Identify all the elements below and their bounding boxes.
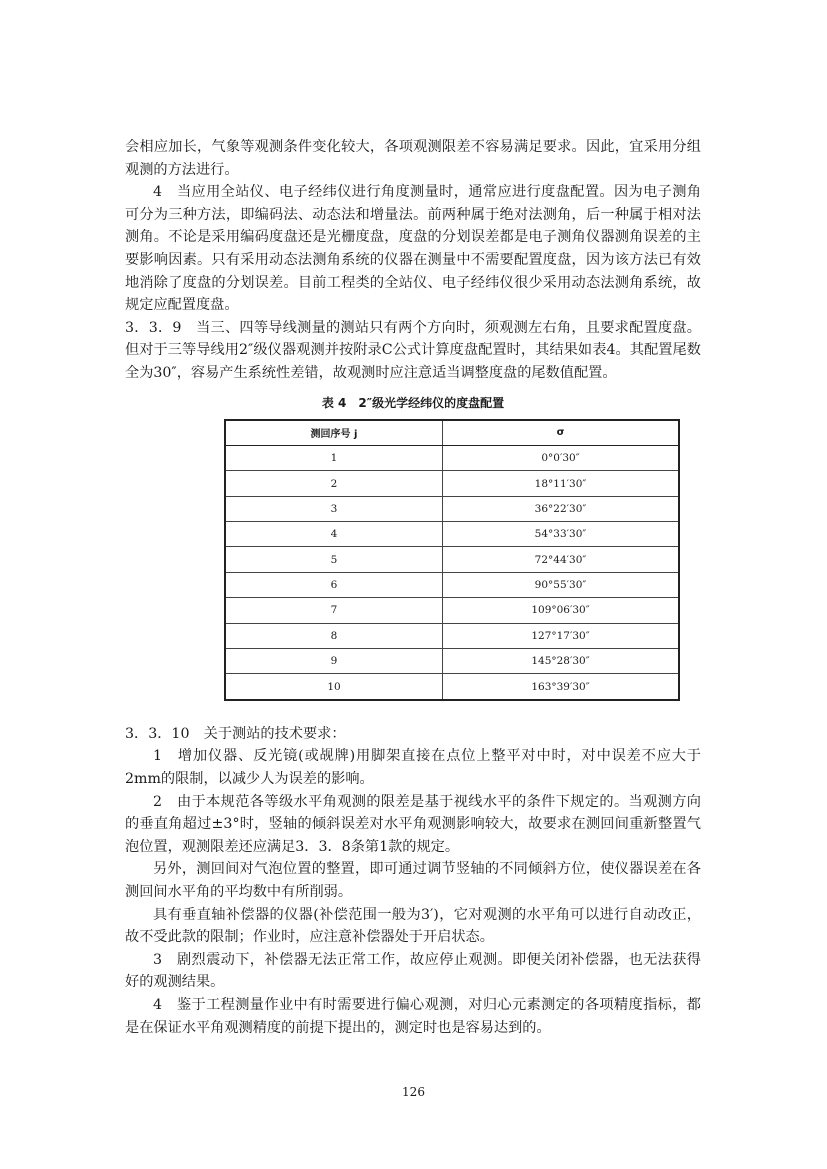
angle-cell: 109°06′30″	[443, 598, 680, 623]
angle-cell: 127°17′30″	[443, 623, 680, 648]
table-row	[225, 649, 679, 674]
round-cell: 1	[225, 445, 443, 470]
round-cell: 7	[225, 598, 443, 623]
round-cell: 6	[225, 572, 443, 597]
angle-cell: 72°44′30″	[443, 547, 680, 572]
table-row	[225, 572, 679, 597]
round-cell: 9	[225, 649, 443, 674]
paragraph-item-1: 1 增加仪器、反光镜(或觇牌)用脚架直接在点位上整平对中时，对中误差不应大于2mm的限制，以减少人为误差的影响。	[125, 748, 701, 788]
table-row	[225, 598, 679, 623]
table-row	[225, 623, 679, 648]
table-row	[225, 547, 679, 572]
round-cell: 5	[225, 547, 443, 572]
paragraph-item-2-additional: 另外，测回间对气泡位置的整置，即可通过调节竖轴的不同倾斜方位，使仪器误差在各测回间水平角的平均数中有所削弱。	[125, 861, 701, 900]
paragraph-section-3-3-10: 3．3．10 关于测站的技术要求：	[125, 725, 346, 742]
paragraph-item-3: 3 剧烈震动下，补偿器无法正常工作，故应停止观测。即便关闭补偿器，也无法获得好的观测结果。	[125, 951, 701, 991]
angle-cell: 36°22′30″	[443, 496, 680, 521]
angle-cell: 54°33′30″	[443, 522, 680, 547]
paragraph-continuation: 会相应加长，气象等观测条件变化较大，各项观测限差不容易满足要求。因此，宜采用分组观测的方法进行。	[125, 139, 701, 178]
table-row	[225, 496, 679, 521]
angle-cell: 163°39′30″	[443, 674, 680, 700]
table-row	[225, 674, 679, 700]
round-cell: 2	[225, 471, 443, 496]
round-cell: 3	[225, 496, 443, 521]
angle-cell: 145°28′30″	[443, 649, 680, 674]
angle-cell: 90°55′30″	[443, 572, 680, 597]
table-row	[225, 445, 679, 470]
angle-cell: 0°0′30″	[443, 445, 680, 470]
table-row	[225, 522, 679, 547]
page-body	[125, 136, 701, 1039]
round-cell: 10	[225, 674, 443, 700]
circle-setting-table	[224, 419, 680, 701]
table-row	[225, 471, 679, 496]
paragraph-item-2-compensator: 具有垂直轴补偿器的仪器(补偿范围一般为3′)，它对观测的水平角可以进行自动改正，故不受此款的限制；作业时，应注意补偿器处于开启状态。	[125, 906, 701, 946]
paragraph-item-2: 2 由于本规范各等级水平角观测的限差是基于视线水平的条件下规定的。当观测方向的垂直角超过±3°时，竖轴的倾斜误差对水平角观测影响较大，故要求在测回间重新整置气泡位置，观测限差还应满足3．3．8条第1款的规定。	[125, 793, 701, 855]
paragraph-item-4-eccentric: 4 鉴于工程测量作业中有时需要进行偏心观测，对归心元素测定的各项精度指标，都是在保证水平角观测精度的前提下提出的，测定时也是容易达到的。	[125, 996, 701, 1036]
round-cell: 8	[225, 623, 443, 648]
page-number: 126	[402, 1085, 425, 1099]
paragraph-item-4: 4 当应用全站仪、电子经纬仪进行角度测量时，通常应进行度盘配置。因为电子测角可分为三种方法，即编码法、动态法和增量法。前两种属于绝对法测角，后一种属于相对法测角。不论是采用编码度盘还是光栅度盘，度盘的分划误差都是电子测角仪器测角误差的主要影响因素。只有采用动态法测角系统的仪器在测量中不需要配置度盘，因为该方法已有效地消除了度盘的分划误差。目前工程类的全站仪、电子经纬仪很少采用动态法测角系统，故规定应配置度盘。	[125, 184, 701, 314]
angle-cell: 18°11′30″	[443, 471, 680, 496]
round-cell: 4	[225, 522, 443, 547]
table-header-row	[225, 420, 679, 446]
header-sigma: σ	[443, 420, 680, 446]
paragraph-section-3-3-9: 3．3．9 当三、四等导线测量的测站只有两个方向时，须观测左右角，且要求配置度盘。但对于三等导线用2″级仪器观测并按附录C公式计算度盘配置时，其结果如表4。其配置尾数全为30″，容易产生系统性差错，故观测时应注意适当调整度盘的尾数值配置。	[125, 319, 701, 381]
header-round-number: 测回序号 j	[225, 420, 443, 446]
table-caption: 表 4 2″级光学经纬仪的度盘配置	[321, 395, 505, 410]
